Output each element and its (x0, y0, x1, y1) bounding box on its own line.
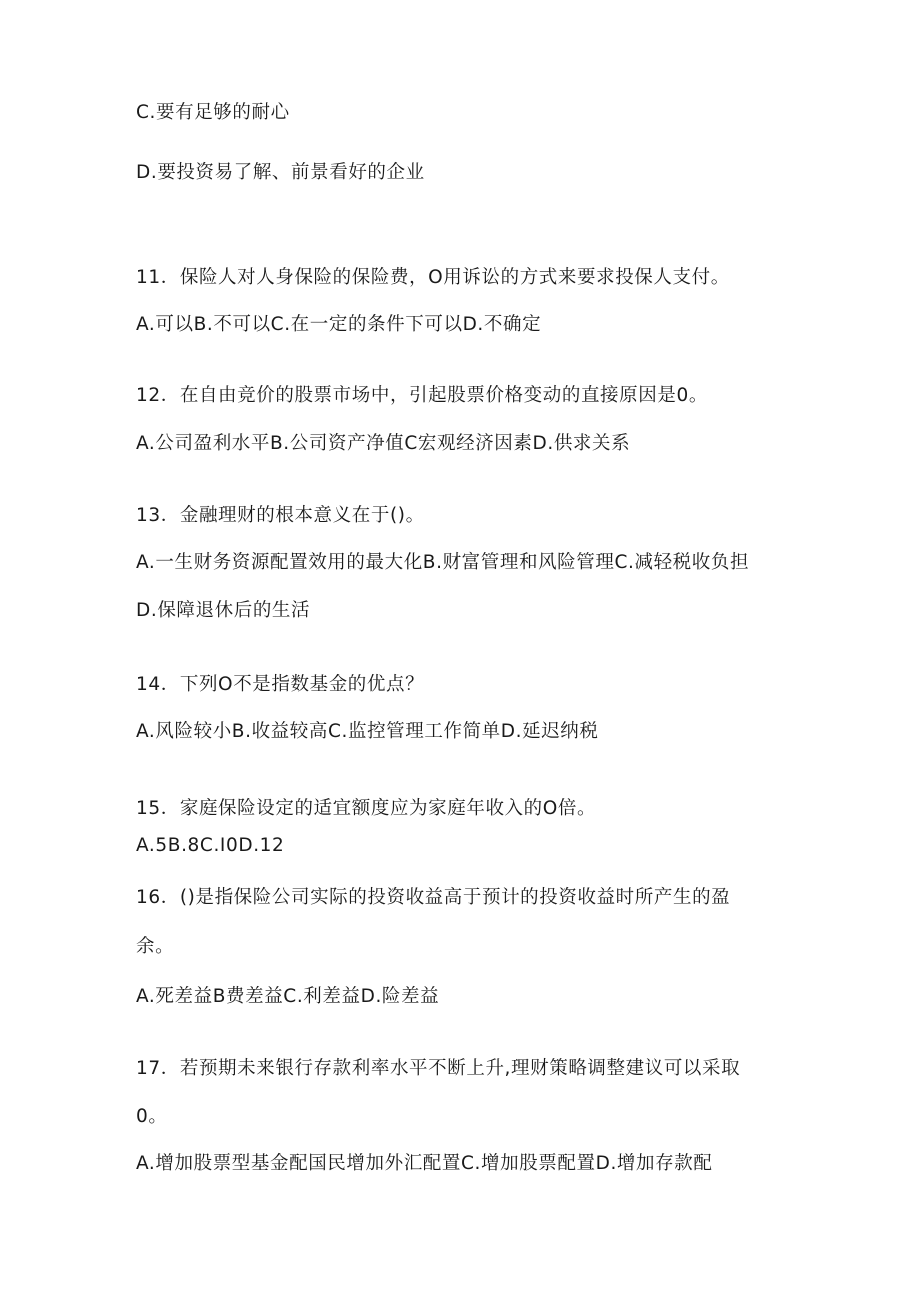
question-17-cont: 0。 (136, 1106, 168, 1127)
options-11: A.可以B.不可以C.在一定的条件下可以D.不确定 (136, 314, 542, 335)
options-15: A.5B.8C.I0D.12 (136, 835, 285, 856)
options-17: A.增加股票型基金配国民增加外汇配置C.增加股票配置D.增加存款配 (136, 1153, 713, 1174)
question-14: 14．下列O不是指数基金的优点？ (136, 674, 425, 695)
question-13: 13．金融理财的根本意义在于()。 (136, 505, 425, 526)
question-12: 12．在自由竞价的股票市场中，引起股票价格变动的直接原因是0。 (136, 385, 708, 406)
options-13: A.一生财务资源配置效用的最大化B.财富管理和风险管理C.减轻税收负担 (136, 552, 750, 573)
question-16-cont: 余。 (136, 936, 175, 957)
option-line: C.要有足够的耐心 (136, 102, 290, 123)
question-16: 16．()是指保险公司实际的投资收益高于预计的投资收益时所产生的盈 (136, 887, 731, 908)
options-16: A.死差益B费差益C.利差益D.险差益 (136, 986, 440, 1007)
question-17: 17．若预期未来银行存款利率水平不断上升,理财策略调整建议可以采取 (136, 1058, 741, 1079)
option-line: D.要投资易了解、前景看好的企业 (136, 162, 425, 183)
options-14: A.风险较小B.收益较高C.监控管理工作简单D.延迟纳税 (136, 721, 599, 742)
question-15: 15．家庭保险设定的适宜额度应为家庭年收入的O倍。 (136, 798, 597, 819)
question-11: 11．保险人对人身保险的保险费，O用诉讼的方式来要求投保人支付。 (136, 267, 730, 288)
options-13-cont: D.保障退休后的生活 (136, 600, 311, 621)
options-12: A.公司盈利水平B.公司资产净值C宏观经济因素D.供求关系 (136, 433, 631, 454)
